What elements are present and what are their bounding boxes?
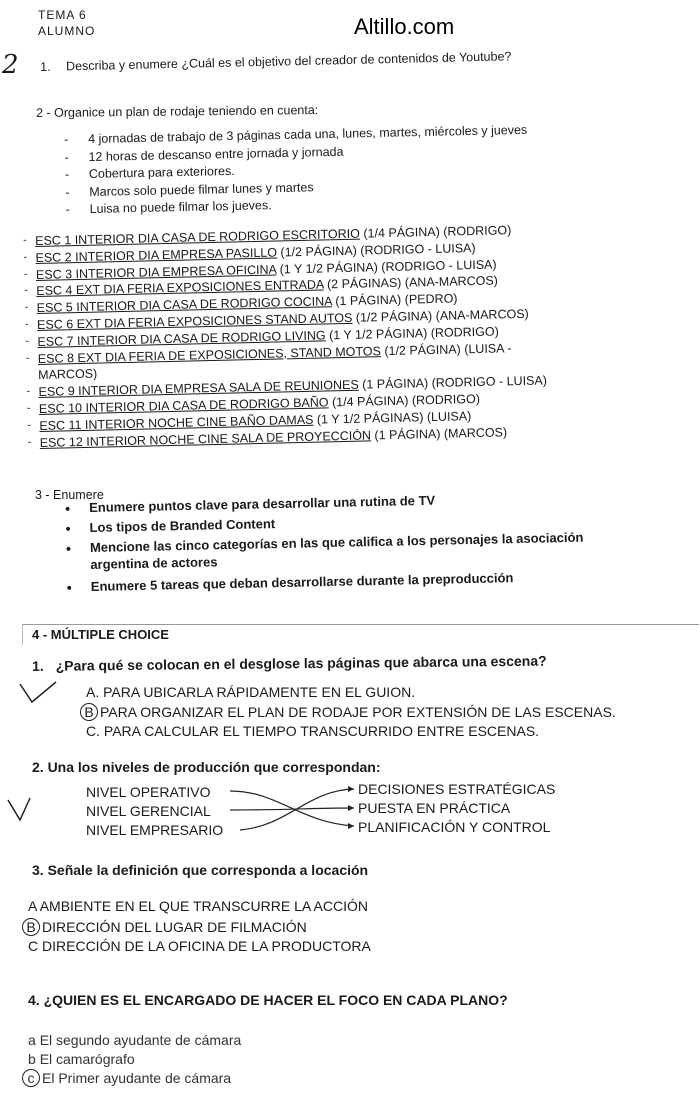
level-right-item: PUESTA EN PRÁCTICA (358, 800, 511, 816)
scene-row: - ESC 9 INTERIOR DIA EMPRESA SALA DE REUNIONES (1 PÁGINA) (RODRIGO - LUISA) (26, 373, 548, 400)
question-3-items (65, 490, 584, 599)
mc1-option-b: B PARA ORGANIZAR EL PLAN DE RODAJE POR EXTENSIÓN DE LAS ESCENAS. (80, 703, 616, 721)
scene-row: - ESC 11 INTERIOR NOCHE CINE BAÑO DAMAS (1 Y 1/2 PÁGINAS) (LUISA) (27, 408, 472, 433)
mc3-option-a: A AMBIENTE EN EL QUE TRANSCURRE LA ACCIÓN (28, 898, 368, 914)
mc3-title: 3. Señale la definición que corresponda a locación (32, 862, 369, 878)
mc4-option-b: b El camarógrafo (28, 1051, 135, 1067)
condition-item: - 4 jornadas de trabajo de 3 páginas cada una, lunes, martes, miércoles y jueves (88, 123, 527, 150)
scene-row: - ESC 6 EXT DIA FERIA EXPOSICIONES STAND AUTOS (1/2 PÁGINA) (ANA-MARCOS) (24, 306, 529, 332)
enumerate-item-continuation: argentina de actores (90, 554, 218, 572)
answer-circle: B (80, 703, 98, 721)
enumerate-item: • Enumere 5 tareas que deban desarrollarse durante la preproducción (66, 570, 514, 596)
student-label: ALUMNO (38, 24, 96, 38)
enumerate-item: • Mencione las cinco categorías en las que califica a los personajes la asociación (65, 529, 584, 557)
mc4-title: 4. ¿QUIEN ES EL ENCARGADO DE HACER EL FOCO EN CADA PLANO? (28, 992, 508, 1008)
mc1-number: 1. (32, 657, 44, 674)
mc1-text: ¿Para qué se colocan en el desglose las páginas que abarca una escena? (55, 652, 547, 674)
mc3-option-c: C DIRECCIÓN DE LA OFICINA DE LA PRODUCTORA (28, 938, 371, 954)
question-3-intro: 3 - Enumere (35, 488, 104, 502)
mc1-question (32, 653, 547, 674)
level-left-item: NIVEL EMPRESARIO (86, 822, 224, 838)
scene-row: - ESC 12 INTERIOR NOCHE CINE SALA DE PROYECCIÓN (1 PÁGINA) (MARCOS) (27, 424, 508, 450)
mc1-option-c: C. PARA CALCULAR EL TIEMPO TRANSCURRIDO ENTRE ESCENAS. (86, 723, 540, 739)
condition-item: - Cobertura para exteriores. (89, 158, 528, 185)
condition-item: - Luisa no puede filmar los jueves. (89, 193, 528, 220)
site-watermark: Altillo.com (354, 14, 455, 39)
answer-circle: c (22, 1069, 40, 1087)
connecting-arrows-icon (228, 782, 358, 842)
level-right-item: PLANIFICACIÓN Y CONTROL (358, 819, 551, 835)
scene-row: - ESC 8 EXT DIA FERIA DE EXPOSICIONES, STAND MOTOS (1/2 PÁGINA) (LUISA - (25, 340, 512, 366)
scene-row: - ESC 2 INTERIOR DIA EMPRESA PASILLO (1/2 PÁGINA) (RODRIGO - LUISA) (23, 240, 476, 265)
scene-row-continuation: MARCOS) (38, 367, 98, 383)
mc4-option-c: c El Primer ayudante de cámara (22, 1069, 231, 1087)
enumerate-item: • Enumere puntos clave para desarrollar una rutina de TV (65, 492, 436, 517)
mc1-option-a: A. PARA UBICARLA RÁPIDAMENTE EN EL GUION. (86, 684, 416, 700)
scene-row: - ESC 5 INTERIOR DIA CASA DE RODRIGO COCINA (1 PÁGINA) (PEDRO) (24, 291, 458, 316)
section-4-title: 4 - MÚLTIPLE CHOICE (32, 627, 169, 642)
scene-row: - ESC 3 INTERIOR DIA EMPRESA OFICINA (1 Y 1/2 PÁGINA) (RODRIGO - LUISA) (23, 257, 497, 282)
level-left-item: NIVEL OPERATIVO (86, 784, 211, 800)
level-left-item: NIVEL GERENCIAL (86, 803, 211, 819)
question-1-text: Describa y enumere ¿Cuál es el objetivo del creador de contenidos de Youtube? (65, 49, 512, 74)
handwritten-grade: 2 (2, 50, 19, 80)
scene-row: - ESC 10 INTERIOR DIA CASA DE RODRIGO BAÑO (1/4 PÁGINA) (RODRIGO) (26, 391, 481, 416)
enumerate-item: • Los tipos de Branded Content (65, 516, 276, 537)
mc4-option-a: a El segundo ayudante de cámara (28, 1032, 242, 1048)
mc2-title: 2. Una los niveles de producción que correspondan: (32, 759, 381, 775)
check-mark-icon (18, 680, 58, 710)
mc3-option-b: B DIRECCIÓN DEL LUGAR DE FILMACIÓN (22, 918, 307, 936)
topic-label: TEMA 6 (38, 8, 87, 22)
question-2-intro: 2 - Organice un plan de rodaje teniendo en cuenta: (36, 103, 319, 120)
scene-list (23, 222, 548, 452)
question-1 (40, 49, 512, 74)
mc2-right-column (358, 780, 555, 837)
mc2-left-column (86, 783, 223, 840)
question-2-conditions (88, 123, 529, 220)
check-mark-icon (6, 796, 36, 826)
scene-row: - ESC 1 INTERIOR DIA CASA DE RODRIGO ESCRITORIO (1/4 PÁGINA) (RODRIGO) (23, 223, 512, 248)
answer-circle: B (22, 918, 40, 936)
condition-item: - Marcos solo puede filmar lunes y martes (89, 175, 528, 202)
scene-row: - ESC 7 INTERIOR DIA CASA DE RODRIGO LIVING (1 Y 1/2 PÁGINA) (RODRIGO) (25, 324, 499, 349)
question-1-number: 1. (40, 59, 51, 74)
condition-item: - 12 horas de descanso entre jornada y jornada (88, 140, 527, 167)
level-right-item: DECISIONES ESTRATÉGICAS (358, 781, 556, 797)
scene-row: - ESC 4 EXT DIA FERIA EXPOSICIONES ENTRADA (2 PÁGINAS) (ANA-MARCOS) (24, 273, 499, 299)
